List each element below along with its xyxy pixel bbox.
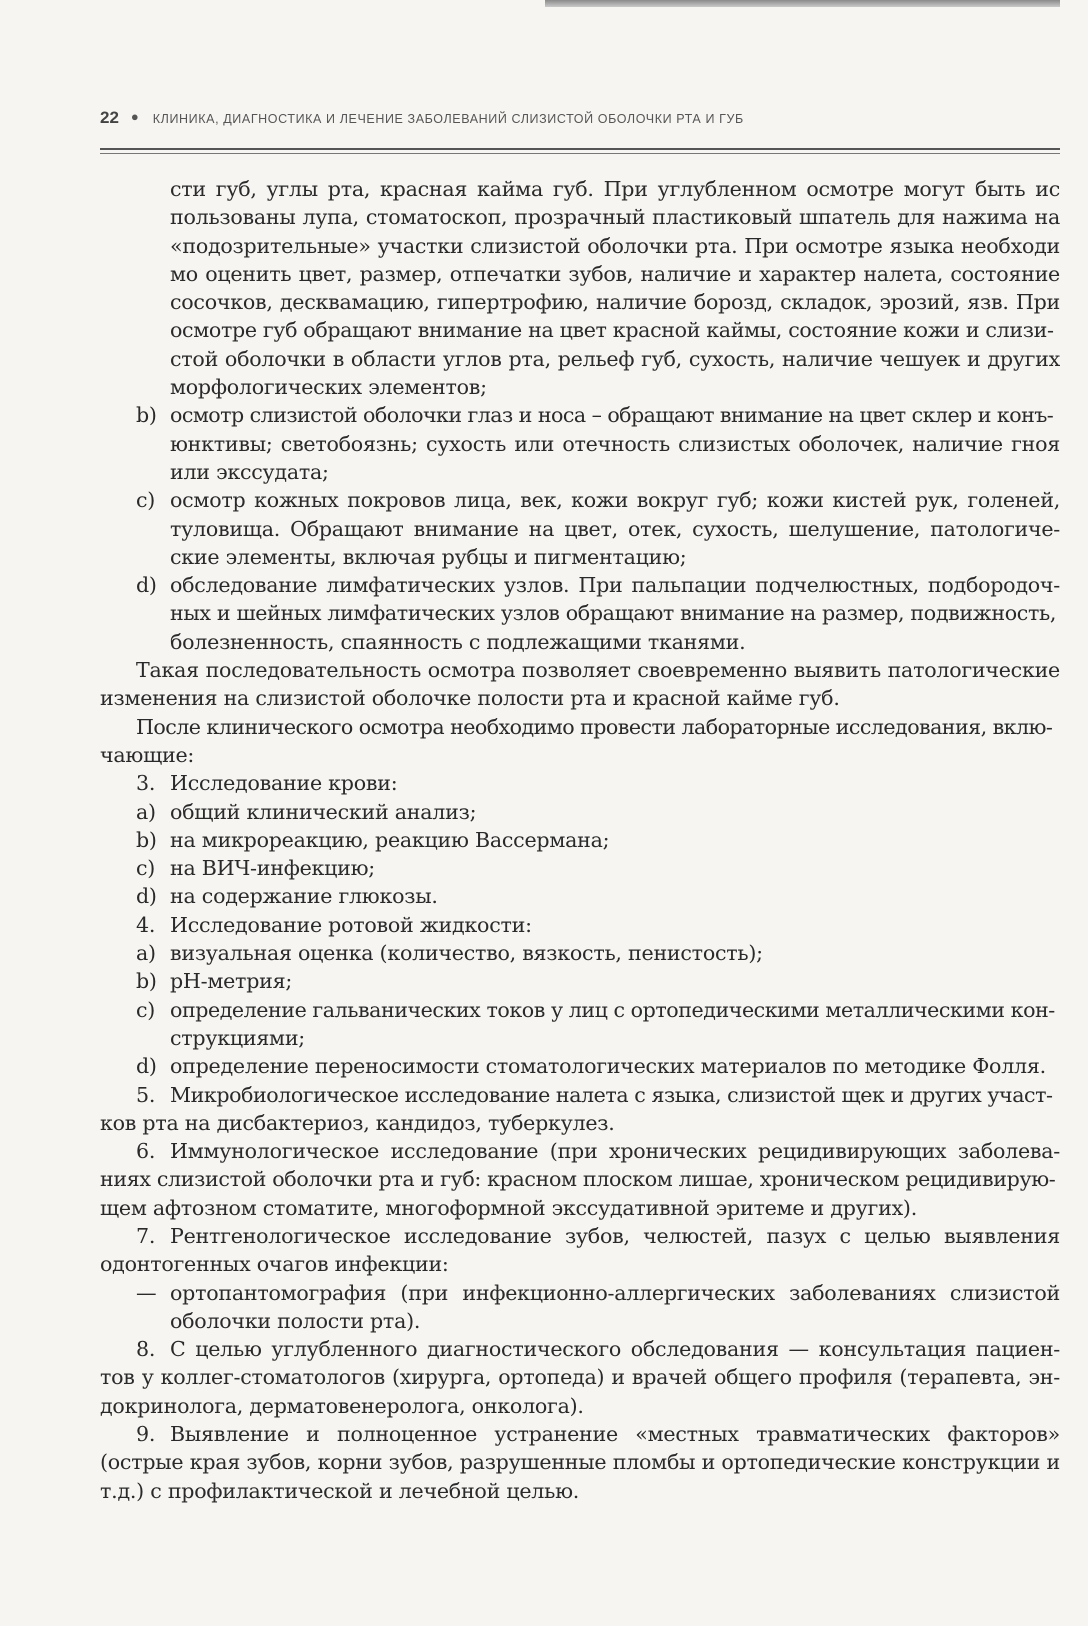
list-marker: c) xyxy=(136,997,156,1022)
list-marker: 9. xyxy=(136,1422,156,1447)
line-text: оболочки полости рта). xyxy=(170,1308,421,1333)
line-text: Выявление и полноценное устранение «местных травматических факторов» xyxy=(170,1422,1060,1447)
text-line xyxy=(100,515,1060,543)
line-text: мо оценить цвет, размер, отпечатки зубов, наличие и характер налета, состояние xyxy=(170,261,1060,286)
header-rule-thick xyxy=(100,148,1060,150)
text-line xyxy=(100,911,1060,939)
line-text: Микробиологическое исследование налета с языка, слизистой щек и других участ- xyxy=(170,1082,1053,1107)
line-text: стой оболочки в области углов рта, рельеф губ, сухость, наличие чешуек и других xyxy=(170,346,1060,371)
line-text: pH-метрия; xyxy=(170,969,293,994)
line-text: юнктивы; светобоязнь; сухость или отечность слизистых оболочек, наличие гноя xyxy=(170,431,1060,456)
text-line xyxy=(100,430,1060,458)
list-marker: 6. xyxy=(136,1139,156,1164)
text-line xyxy=(100,656,1060,684)
line-text: изменения на слизистой оболочке полости рта и красной кайме губ. xyxy=(100,686,840,711)
line-text: осмотре губ обращают внимание на цвет красной каймы, состояние кожи и слизи- xyxy=(170,318,1054,343)
line-text: ков рта на дисбактериоз, кандидоз, туберкулез. xyxy=(100,1110,615,1135)
text-line xyxy=(100,1109,1060,1137)
text-line xyxy=(100,458,1060,486)
text-line xyxy=(100,599,1060,627)
line-text: сосочков, десквамацию, гипертрофию, наличие борозд, складок, эрозий, язв. При xyxy=(170,290,1060,315)
text-line xyxy=(100,1279,1060,1307)
text-line xyxy=(100,345,1060,373)
line-text: обследование лимфатических узлов. При пальпации подчелюстных, подбородоч- xyxy=(170,573,1060,598)
text-line xyxy=(100,1222,1060,1250)
scan-edge-strip xyxy=(545,0,1060,7)
line-text: на ВИЧ-инфекцию; xyxy=(170,856,375,881)
line-text: на содержание глюкозы. xyxy=(170,884,438,909)
text-line xyxy=(100,882,1060,910)
line-text: Иммунологическое исследование (при хронических рецидивирующих заболева- xyxy=(170,1139,1060,1164)
text-line xyxy=(100,798,1060,826)
list-marker: 3. xyxy=(136,771,156,796)
text-line xyxy=(100,826,1060,854)
header-bullet-icon: ● xyxy=(130,109,139,124)
text-line xyxy=(100,288,1060,316)
list-marker: b) xyxy=(136,827,157,852)
line-text: одонтогенных очагов инфекции: xyxy=(100,1252,449,1277)
line-text: струкциями; xyxy=(170,1025,305,1050)
list-marker: 5. xyxy=(136,1082,156,1107)
text-line xyxy=(100,1392,1060,1420)
text-line xyxy=(100,684,1060,712)
text-line xyxy=(100,232,1060,260)
text-line xyxy=(100,316,1060,344)
text-line xyxy=(100,203,1060,231)
text-line xyxy=(100,543,1060,571)
text-line xyxy=(100,260,1060,288)
line-text: «подозрительные» участки слизистой оболочки рта. При осмотре языка необходи xyxy=(170,233,1060,258)
line-text: ниях слизистой оболочки рта и губ: красном плоском лишае, хроническом рецидивирую- xyxy=(100,1167,1056,1192)
running-header xyxy=(100,108,1060,128)
text-line xyxy=(100,1137,1060,1165)
list-marker: b) xyxy=(136,403,157,428)
text-line xyxy=(100,1363,1060,1391)
text-line xyxy=(100,373,1060,401)
line-text: Такая последовательность осмотра позволяет своевременно выявить патологические xyxy=(136,658,1060,683)
list-marker: d) xyxy=(136,573,157,598)
line-text: туловища. Обращают внимание на цвет, отек, сухость, шелушение, патологиче- xyxy=(170,516,1060,541)
line-text: тов у коллег-стоматологов (хирурга, ортопеда) и врачей общего профиля (терапевта, эн- xyxy=(100,1365,1060,1390)
list-marker: d) xyxy=(136,1054,157,1079)
line-text: на микрореакцию, реакцию Вассермана; xyxy=(170,827,610,852)
line-text: ных и шейных лимфатических узлов обращают внимание на размер, подвижность, xyxy=(170,601,1057,626)
line-text: сти губ, углы рта, красная кайма губ. При углубленном осмотре могут быть ис xyxy=(170,177,1060,201)
line-text: общий клинический анализ; xyxy=(170,799,477,824)
line-text: определение гальванических токов у лиц с ортопедическими металлическими кон- xyxy=(170,997,1055,1022)
list-marker: a) xyxy=(136,799,156,824)
line-text: чающие: xyxy=(100,742,195,767)
line-text: Исследование ротовой жидкости: xyxy=(170,912,532,937)
line-text: т.д.) с профилактической и лечебной целью. xyxy=(100,1478,580,1503)
list-marker: b) xyxy=(136,969,157,994)
body-text xyxy=(100,175,1060,1505)
list-marker: 4. xyxy=(136,912,156,937)
list-marker: — xyxy=(136,1280,157,1305)
list-marker: 8. xyxy=(136,1337,156,1362)
line-text: пользованы лупа, стоматоскоп, прозрачный пластиковый шпатель для нажима на xyxy=(170,205,1060,230)
line-text: После клинического осмотра необходимо провести лабораторные исследования, вклю- xyxy=(136,714,1053,739)
text-line xyxy=(100,769,1060,797)
text-line xyxy=(100,1052,1060,1080)
text-line xyxy=(100,1194,1060,1222)
line-text: докринолога, дерматовенеролога, онколога). xyxy=(100,1393,584,1418)
line-text: ортопантомография (при инфекционно-аллергических заболеваниях слизистой xyxy=(170,1280,1060,1305)
text-line xyxy=(100,401,1060,429)
text-line xyxy=(100,713,1060,741)
line-text: щем афтозном стоматите, многоформной экссудативной эритеме и других). xyxy=(100,1195,918,1220)
text-line xyxy=(100,1448,1060,1476)
list-marker: a) xyxy=(136,941,156,966)
text-line xyxy=(100,1081,1060,1109)
line-text: определение переносимости стоматологических материалов по методике Фолля. xyxy=(170,1054,1046,1079)
text-line xyxy=(100,741,1060,769)
text-line xyxy=(100,854,1060,882)
text-line xyxy=(100,996,1060,1024)
text-line xyxy=(100,967,1060,995)
text-line xyxy=(100,1250,1060,1278)
page-number: 22 xyxy=(100,108,119,127)
text-line xyxy=(100,175,1060,203)
running-title: КЛИНИКА, ДИАГНОСТИКА И ЛЕЧЕНИЕ ЗАБОЛЕВАНИЙ СЛИЗИСТОЙ ОБОЛОЧКИ РТА И ГУБ xyxy=(152,112,744,126)
text-line xyxy=(100,939,1060,967)
text-line xyxy=(100,1477,1060,1505)
line-text: С целью углубленного диагностического обследования — консультация пациен- xyxy=(170,1337,1060,1362)
text-line xyxy=(100,628,1060,656)
header-rule-thin xyxy=(100,153,1060,154)
line-text: осмотр слизистой оболочки глаз и носа – обращают внимание на цвет склер и конъ- xyxy=(170,403,1054,428)
line-text: визуальная оценка (количество, вязкость, пенистость); xyxy=(170,941,763,966)
list-marker: c) xyxy=(136,488,156,513)
line-text: или экссудата; xyxy=(170,459,329,484)
text-line xyxy=(100,1420,1060,1448)
text-line xyxy=(100,1335,1060,1363)
text-line xyxy=(100,571,1060,599)
line-text: Исследование крови: xyxy=(170,771,398,796)
line-text: (острые края зубов, корни зубов, разрушенные пломбы и ортопедические конструкции и xyxy=(100,1450,1060,1475)
line-text: Рентгенологическое исследование зубов, челюстей, пазух с целью выявления xyxy=(170,1223,1060,1248)
text-line xyxy=(100,1165,1060,1193)
line-text: ские элементы, включая рубцы и пигментацию; xyxy=(170,544,687,569)
list-marker: d) xyxy=(136,884,157,909)
line-text: болезненность, спаянность с подлежащими тканями. xyxy=(170,629,746,654)
list-marker: 7. xyxy=(136,1223,156,1248)
line-text: осмотр кожных покровов лица, век, кожи вокруг губ; кожи кистей рук, голеней, xyxy=(170,488,1060,513)
list-marker: c) xyxy=(136,856,156,881)
text-line xyxy=(100,1024,1060,1052)
text-line xyxy=(100,1307,1060,1335)
text-line xyxy=(100,486,1060,514)
line-text: морфологических элементов; xyxy=(170,375,487,400)
